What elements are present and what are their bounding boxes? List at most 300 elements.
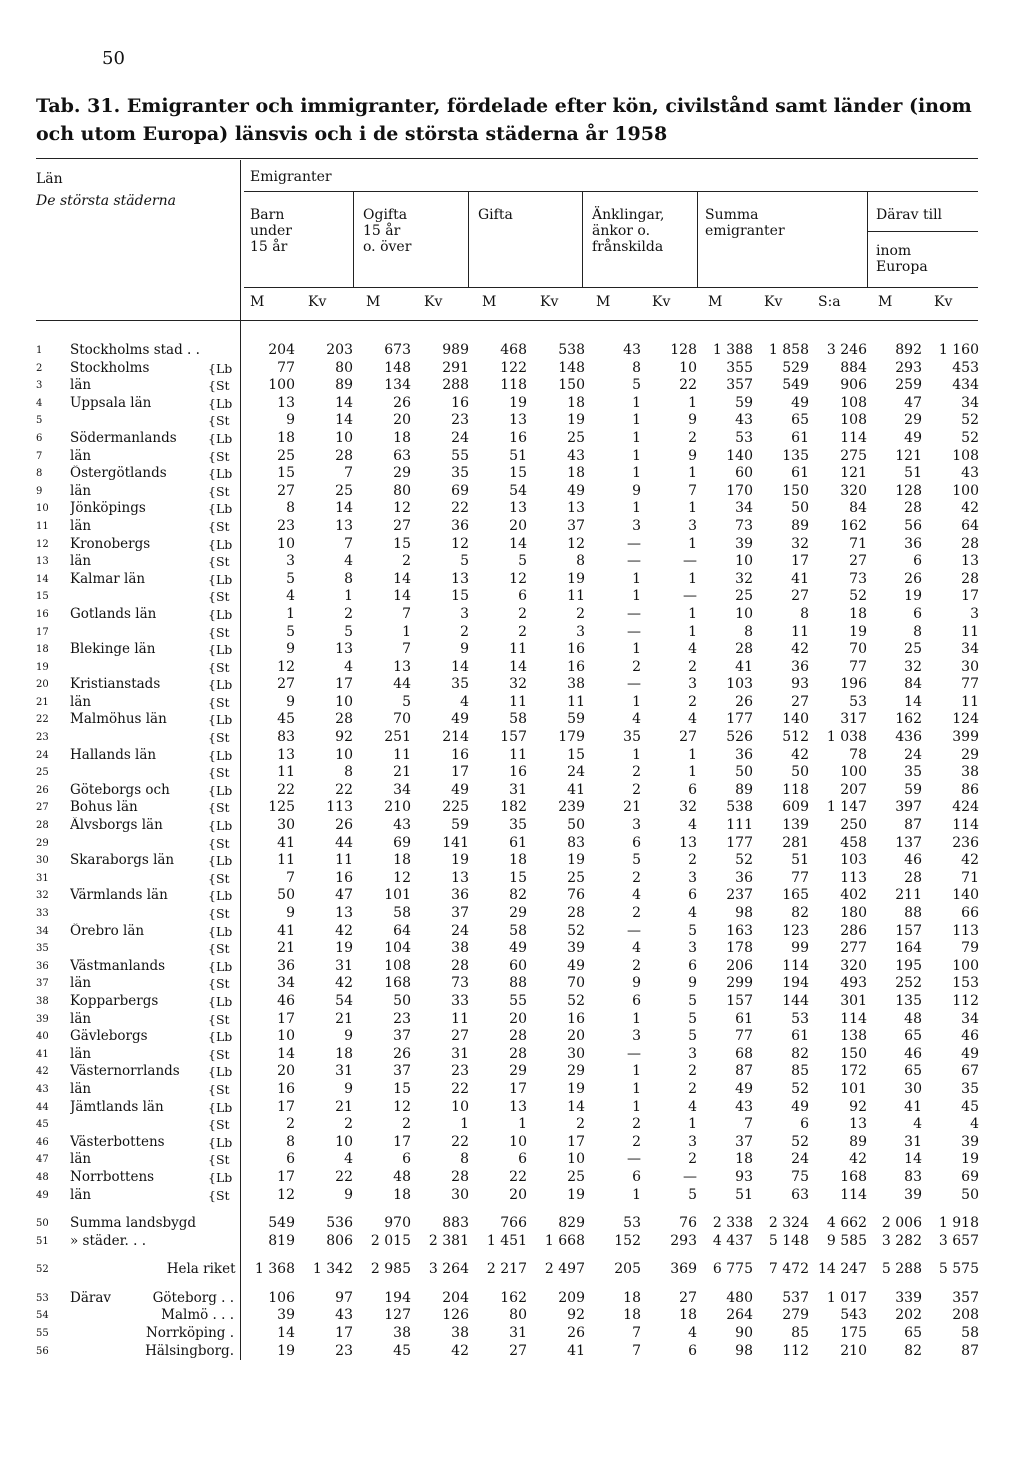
table-row <box>36 448 982 466</box>
row-sublabel: {St <box>208 624 240 642</box>
cell-value: 30 <box>961 658 979 675</box>
row-sublabel: {St <box>208 1187 240 1205</box>
cell-value: 80 <box>393 482 411 499</box>
cell-value: 150 <box>840 1045 867 1062</box>
cell-value: 829 <box>558 1215 585 1232</box>
cell-value: 453 <box>952 359 979 376</box>
cell-value: 2 217 <box>486 1261 527 1278</box>
cell-value: 11 <box>509 641 527 658</box>
cell-value: 17 <box>393 1133 411 1150</box>
cell-value: 69 <box>393 834 411 851</box>
data-table <box>36 342 982 1360</box>
row-number: 39 <box>36 1013 49 1025</box>
cell-value: 28 <box>961 535 979 552</box>
header-inom-2: Europa <box>876 259 928 275</box>
cell-value: 11 <box>791 623 809 640</box>
cell-value: 14 <box>277 1045 295 1062</box>
cell-value: 26 <box>393 394 411 411</box>
cell-value: 43 <box>393 817 411 834</box>
cell-value: 2 338 <box>712 1215 753 1232</box>
cell-value: 1 <box>688 1116 697 1133</box>
cell-value: 1 038 <box>826 729 867 746</box>
cell-value: 71 <box>849 535 867 552</box>
cell-value: 2 381 <box>428 1232 469 1249</box>
cell-value: 19 <box>451 852 469 869</box>
row-number: 18 <box>36 644 49 656</box>
cell-value: 137 <box>895 834 922 851</box>
cell-value: 320 <box>840 482 867 499</box>
cell-value: 30 <box>904 1080 922 1097</box>
cell-value: 27 <box>849 553 867 570</box>
cell-value: 209 <box>558 1289 585 1306</box>
cell-value: 30 <box>451 1186 469 1203</box>
cell-value: 46 <box>961 1028 979 1045</box>
spacer-cell <box>298 1204 356 1215</box>
cell-value: 45 <box>393 1342 411 1359</box>
cell-value: 5 <box>344 623 353 640</box>
cell-value: 56 <box>904 517 922 534</box>
cell-value: 9 <box>632 482 641 499</box>
row-number: 28 <box>36 820 49 832</box>
cell-value: 42 <box>335 975 353 992</box>
cell-value: 5 <box>402 693 411 710</box>
cell-value: 14 <box>335 394 353 411</box>
cell-value: 103 <box>726 676 753 693</box>
cell-value: 3 657 <box>938 1232 979 1249</box>
table-row <box>36 377 982 395</box>
cell-value: 52 <box>791 1080 809 1097</box>
cell-value: 48 <box>904 1010 922 1027</box>
cell-value: 97 <box>335 1289 353 1306</box>
cell-value: 1 668 <box>544 1232 585 1249</box>
cell-value: 357 <box>952 1289 979 1306</box>
cell-value: 42 <box>451 1342 469 1359</box>
table-row <box>36 1063 982 1081</box>
row-sublabel: {St <box>208 975 240 993</box>
cell-value: 82 <box>791 1045 809 1062</box>
cell-value: 5 <box>688 992 697 1009</box>
cell-value: 1 <box>632 641 641 658</box>
row-label <box>70 835 208 853</box>
cell-value: 11 <box>567 693 585 710</box>
cell-value: 806 <box>326 1232 353 1249</box>
table-row <box>36 782 982 800</box>
cell-value: 101 <box>384 887 411 904</box>
cell-value: 208 <box>952 1307 979 1324</box>
cell-value: 113 <box>326 799 353 816</box>
cell-value: 13 <box>567 500 585 517</box>
cell-value: 49 <box>451 711 469 728</box>
row-sublabel: {St <box>208 870 240 888</box>
row-label: Hallands län <box>70 746 157 763</box>
row-number: 8 <box>36 468 43 480</box>
cell-value: 27 <box>791 693 809 710</box>
cell-value: 1 <box>688 764 697 781</box>
cell-value: 135 <box>895 992 922 1009</box>
cell-value: 13 <box>509 1098 527 1115</box>
row-sublabel: {Lb <box>208 1169 240 1187</box>
cell-value: 157 <box>895 922 922 939</box>
cell-value: 65 <box>904 1028 922 1045</box>
cell-value: 251 <box>384 729 411 746</box>
cell-value: 11 <box>509 746 527 763</box>
cell-value: 42 <box>961 500 979 517</box>
cell-value: 13 <box>335 517 353 534</box>
row-label <box>70 905 208 923</box>
cell-value: 277 <box>840 940 867 957</box>
cell-value: 2 <box>632 1133 641 1150</box>
cell-value: 458 <box>840 834 867 851</box>
cell-value: 58 <box>509 922 527 939</box>
cell-value: 65 <box>904 1325 922 1342</box>
table-row <box>36 1134 982 1152</box>
cell-value: 355 <box>726 359 753 376</box>
cell-value: 1 <box>632 429 641 446</box>
cell-value: 12 <box>451 535 469 552</box>
cell-value: 175 <box>840 1325 867 1342</box>
cell-value: 9 <box>632 975 641 992</box>
cell-value: 77 <box>791 869 809 886</box>
cell-value: 1 <box>688 746 697 763</box>
cell-value: 27 <box>393 517 411 534</box>
cell-value: 20 <box>277 1063 295 1080</box>
cell-value: 17 <box>335 1325 353 1342</box>
table-row <box>36 1187 982 1205</box>
cell-value: 86 <box>961 781 979 798</box>
row-label: län <box>70 377 92 394</box>
cell-value: 22 <box>335 781 353 798</box>
row-label: län <box>70 1080 92 1097</box>
cell-value: 4 <box>344 1151 353 1168</box>
cell-value: 46 <box>904 852 922 869</box>
cell-value: 27 <box>791 588 809 605</box>
cell-value: 1 <box>632 1098 641 1115</box>
cell-value: 16 <box>567 658 585 675</box>
cell-value: 52 <box>791 1133 809 1150</box>
cell-value: 34 <box>393 781 411 798</box>
cell-value: 70 <box>849 641 867 658</box>
cell-value: 25 <box>904 641 922 658</box>
cell-value: 25 <box>567 1168 585 1185</box>
cell-value: 21 <box>623 799 641 816</box>
cell-value: 18 <box>393 1186 411 1203</box>
row-number: 35 <box>36 943 49 955</box>
spacer-cell <box>208 1250 240 1261</box>
cell-value: 106 <box>268 1289 295 1306</box>
cell-value: 2 <box>632 957 641 974</box>
spacer-cell <box>644 1204 700 1215</box>
cell-value: 49 <box>904 429 922 446</box>
cell-value: 36 <box>735 869 753 886</box>
cell-value: 5 <box>688 922 697 939</box>
row-label: län <box>70 517 92 534</box>
cell-value: 10 <box>335 693 353 710</box>
header-ogifta-3: o. över <box>363 239 412 255</box>
cell-value: 35 <box>961 1080 979 1097</box>
cell-value: 18 <box>623 1307 641 1324</box>
cell-value: 7 <box>344 535 353 552</box>
table-row <box>36 1169 982 1187</box>
cell-value: 80 <box>335 359 353 376</box>
table-row <box>36 641 982 659</box>
cell-value: 259 <box>895 377 922 394</box>
cell-value: 27 <box>277 482 295 499</box>
cell-value: 4 662 <box>826 1215 867 1232</box>
row-sublabel: {St <box>208 518 240 536</box>
row-sublabel: {Lb <box>208 571 240 589</box>
cell-value: 53 <box>849 693 867 710</box>
cell-value: 35 <box>623 729 641 746</box>
cell-value: 59 <box>735 394 753 411</box>
cell-value: 4 <box>688 905 697 921</box>
cell-value: 37 <box>567 517 585 534</box>
spacer-cell <box>812 1204 870 1215</box>
row-number: 13 <box>36 556 49 568</box>
cell-value: 113 <box>840 869 867 886</box>
spacer-cell <box>925 1250 982 1261</box>
cell-value: 14 <box>451 658 469 675</box>
cell-value: 18 <box>509 852 527 869</box>
table-row <box>36 342 982 360</box>
row-label: Uppsala län <box>70 394 152 411</box>
cell-value: 35 <box>904 764 922 781</box>
cell-value: 73 <box>451 975 469 992</box>
col-barn-kv: Kv <box>308 294 327 310</box>
row-sublabel: {Lb <box>208 641 240 659</box>
spacer-cell <box>472 1204 530 1215</box>
cell-value: 46 <box>277 992 295 1009</box>
cell-value: 108 <box>840 412 867 429</box>
cell-value: 892 <box>895 342 922 358</box>
cell-value: 21 <box>393 764 411 781</box>
row-number: 5 <box>36 415 43 427</box>
cell-value: 3 <box>460 605 469 622</box>
cell-value: 90 <box>735 1325 753 1342</box>
cell-value: 3 282 <box>881 1232 922 1249</box>
spacer-cell <box>925 1279 982 1290</box>
cell-value: 14 <box>509 535 527 552</box>
cell-value: 19 <box>567 852 585 869</box>
cell-value: 10 <box>277 535 295 552</box>
cell-value: 121 <box>840 465 867 482</box>
spacer-cell <box>870 1204 925 1215</box>
cell-value: 59 <box>451 817 469 834</box>
cell-value: 2 497 <box>544 1261 585 1278</box>
cell-value: 13 <box>679 834 697 851</box>
cell-value: 50 <box>791 764 809 781</box>
row-sublabel <box>208 342 240 360</box>
row-label <box>70 729 208 747</box>
cell-value: 29 <box>393 465 411 482</box>
cell-value: 15 <box>567 746 585 763</box>
cell-value: 39 <box>735 535 753 552</box>
cell-value: 32 <box>791 535 809 552</box>
cell-value: 7 <box>286 869 295 886</box>
cell-value: 98 <box>735 1342 753 1359</box>
cell-value: 12 <box>277 658 295 675</box>
cell-value: 42 <box>791 641 809 658</box>
spacer-cell <box>70 1204 208 1215</box>
row-label: län <box>70 1045 92 1062</box>
spacer-cell <box>356 1204 414 1215</box>
cell-value: 73 <box>735 517 753 534</box>
row-label: Gävleborgs <box>70 1028 148 1045</box>
cell-value: 22 <box>451 1080 469 1097</box>
cell-value: 11 <box>961 623 979 640</box>
cell-value: 3 <box>286 553 295 570</box>
vline-anklingar <box>582 192 583 287</box>
cell-value: 202 <box>895 1307 922 1324</box>
cell-value: 673 <box>384 342 411 358</box>
cell-value: 18 <box>277 429 295 446</box>
cell-value: 5 <box>286 570 295 587</box>
cell-value: 1 <box>688 570 697 587</box>
cell-value: 52 <box>849 588 867 605</box>
header-bottom-rule <box>36 320 978 321</box>
cell-value: 206 <box>726 957 753 974</box>
cell-value: 18 <box>567 465 585 482</box>
cell-value: 19 <box>849 623 867 640</box>
cell-value: 52 <box>735 852 753 869</box>
cell-value: 43 <box>961 465 979 482</box>
row-sublabel: {Lb <box>208 606 240 624</box>
cell-value: 4 <box>632 711 641 728</box>
spacer-cell <box>588 1204 644 1215</box>
header-summa-1: Summa <box>705 207 759 223</box>
cell-value: 6 <box>286 1151 295 1168</box>
cell-value: 29 <box>509 1063 527 1080</box>
cell-value: 609 <box>782 799 809 816</box>
row-number: 54 <box>36 1310 49 1322</box>
cell-value: 194 <box>384 1289 411 1306</box>
col-europa-kv: Kv <box>934 294 953 310</box>
cell-value: 49 <box>509 940 527 957</box>
cell-value: 15 <box>393 535 411 552</box>
cell-value: 42 <box>335 922 353 939</box>
cell-value: 29 <box>904 412 922 429</box>
col-ankl-m: M <box>596 294 611 310</box>
col-summa-m: M <box>708 294 723 310</box>
cell-value: 3 <box>688 1133 697 1150</box>
cell-value: 1 <box>632 746 641 763</box>
cell-value: 2 <box>402 1116 411 1133</box>
header-gifta: Gifta <box>478 207 513 223</box>
cell-value: 4 <box>688 817 697 834</box>
cell-value: 87 <box>735 1063 753 1080</box>
row-number: 7 <box>36 450 43 462</box>
cell-value: 20 <box>509 1010 527 1027</box>
cell-value: 31 <box>904 1133 922 1150</box>
cell-value: — <box>627 922 641 939</box>
cell-value: 13 <box>509 412 527 429</box>
row-number: 16 <box>36 608 49 620</box>
cell-value: 93 <box>735 1168 753 1185</box>
cell-value: 18 <box>735 1151 753 1168</box>
row-label: Bohus län <box>70 799 138 816</box>
cell-value: 63 <box>791 1186 809 1203</box>
table-row <box>36 360 982 378</box>
cell-value: 301 <box>840 992 867 1009</box>
cell-value: 28 <box>335 711 353 728</box>
cell-value: 21 <box>335 1098 353 1115</box>
cell-value: 8 <box>344 570 353 587</box>
spacer-cell <box>588 1279 644 1290</box>
cell-value: 6 <box>632 992 641 1009</box>
table-row <box>36 1046 982 1064</box>
cell-value: 14 <box>335 412 353 429</box>
cell-value: 44 <box>393 676 411 693</box>
cell-value: 14 <box>904 693 922 710</box>
cell-value: 5 <box>632 377 641 394</box>
cell-value: 52 <box>961 412 979 429</box>
cell-value: 11 <box>277 852 295 869</box>
table-row <box>36 465 982 483</box>
cell-value: 78 <box>849 746 867 763</box>
cell-value: 20 <box>567 1028 585 1045</box>
cell-value: 19 <box>567 1080 585 1097</box>
cell-value: 1 <box>632 1080 641 1097</box>
cell-value: 6 <box>913 605 922 622</box>
cell-value: 25 <box>567 429 585 446</box>
city-row <box>36 1325 982 1343</box>
row-number: 3 <box>36 380 43 392</box>
cell-value: 3 <box>688 940 697 957</box>
cell-value: 538 <box>558 342 585 358</box>
spacer-cell <box>298 1279 356 1290</box>
cell-value: 55 <box>451 447 469 464</box>
city-name: Norrköping . <box>145 1325 234 1342</box>
cell-value: 10 <box>451 1098 469 1115</box>
spacer-cell <box>356 1279 414 1290</box>
cell-value: 87 <box>904 817 922 834</box>
cell-value: 88 <box>904 905 922 921</box>
cell-value: 4 <box>460 693 469 710</box>
spacer-cell <box>298 1250 356 1261</box>
table-row <box>36 870 982 888</box>
table-row <box>36 711 982 729</box>
row-number: 2 <box>36 362 43 374</box>
cell-value: 1 <box>460 1116 469 1133</box>
row-number: 52 <box>36 1264 49 1276</box>
table-row <box>36 588 982 606</box>
cell-value: 16 <box>277 1080 295 1097</box>
cell-value: 152 <box>614 1232 641 1249</box>
row-label: län <box>70 447 92 464</box>
row-number: 50 <box>36 1218 49 1230</box>
row-number: 44 <box>36 1101 49 1113</box>
cell-value: 112 <box>952 992 979 1009</box>
row-sublabel: {St <box>208 940 240 958</box>
cell-value: 8 <box>460 1151 469 1168</box>
cell-value: 205 <box>614 1261 641 1278</box>
cell-value: 5 <box>688 1010 697 1027</box>
cell-value: 5 <box>518 553 527 570</box>
cell-value: 36 <box>735 746 753 763</box>
cell-value: 7 <box>688 482 697 499</box>
cell-value: 39 <box>904 1186 922 1203</box>
cell-value: 98 <box>735 905 753 921</box>
cell-value: 4 <box>913 1116 922 1133</box>
col-summa-kv: Kv <box>764 294 783 310</box>
cell-value: 39 <box>277 1307 295 1324</box>
row-sublabel: {St <box>208 729 240 747</box>
city-name: Göteborg . . <box>152 1289 234 1306</box>
cell-value: 883 <box>442 1215 469 1232</box>
cell-value: 26 <box>393 1045 411 1062</box>
row-label: län <box>70 975 92 992</box>
cell-value: 8 <box>744 623 753 640</box>
spacer-cell <box>588 1250 644 1261</box>
